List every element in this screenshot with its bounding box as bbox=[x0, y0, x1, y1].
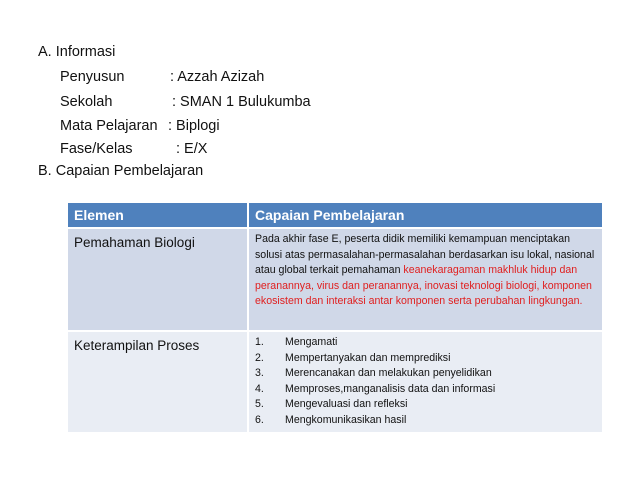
item-number: 1. bbox=[255, 336, 264, 348]
section-b-heading: B. Capaian Pembelajaran bbox=[38, 163, 204, 179]
cell-elemen: Pemahaman Biologi bbox=[68, 228, 248, 331]
process-list bbox=[255, 335, 596, 429]
list-item bbox=[255, 413, 596, 429]
capaian-text-highlight: keanekaragaman makhluk hidup dan peranannya, virus dan peranannya, inovasi teknologi biologi, komponen ekosistem dan interaksi antar komponen serta perubahan lingkungan. bbox=[255, 264, 592, 308]
info-value: : Azzah Azizah bbox=[170, 69, 265, 85]
item-text: Mengkomunikasikan hasil bbox=[285, 413, 407, 426]
cell-capaian bbox=[248, 331, 602, 432]
info-value: : SMAN 1 Bulukumba bbox=[172, 94, 311, 110]
table-row bbox=[68, 228, 602, 331]
table-row bbox=[68, 331, 602, 432]
item-number: 3. bbox=[255, 367, 264, 380]
info-label: Fase/Kelas bbox=[60, 141, 133, 157]
item-text: Mengevaluasi dan refleksi bbox=[285, 398, 408, 411]
capaian-text: Pada akhir fase E, peserta didik memiliki kemampuan menciptakan solusi atas permasalahan-permasalahan berdasarkan isu lokal, nasional atau global terkait pemahaman bbox=[255, 233, 595, 277]
item-number: 2. bbox=[255, 351, 264, 364]
cell-capaian bbox=[248, 228, 602, 331]
item-number: 6. bbox=[255, 413, 264, 426]
info-label: Sekolah bbox=[60, 94, 113, 110]
cell-elemen: Keterampilan Proses bbox=[68, 331, 248, 432]
item-text: Merencanakan dan melakukan penyelidikan bbox=[285, 367, 492, 380]
item-text: Mengamati bbox=[285, 336, 338, 348]
section-a-heading: A. Informasi bbox=[38, 44, 116, 60]
item-text: Mempertanyakan dan memprediksi bbox=[285, 351, 451, 364]
info-value: : Biplogi bbox=[168, 118, 220, 134]
info-row-mapel bbox=[60, 118, 220, 134]
list-item bbox=[255, 366, 596, 382]
info-label: Penyusun bbox=[60, 69, 125, 85]
header-capaian: Capaian Pembelajaran bbox=[248, 203, 602, 228]
item-text: Memproses,manganalisis data dan informasi bbox=[285, 382, 496, 395]
list-item bbox=[255, 397, 596, 413]
capaian-table bbox=[68, 203, 602, 432]
list-item bbox=[255, 382, 596, 398]
info-label: Mata Pelajaran bbox=[60, 118, 158, 134]
info-row-fase bbox=[60, 141, 207, 157]
info-row-penyusun bbox=[60, 69, 264, 85]
list-item bbox=[255, 351, 596, 367]
header-elemen: Elemen bbox=[68, 203, 248, 228]
list-item bbox=[255, 335, 596, 351]
info-value: : E/X bbox=[176, 141, 208, 157]
item-number: 4. bbox=[255, 382, 264, 395]
item-number: 5. bbox=[255, 398, 264, 411]
info-row-sekolah bbox=[60, 94, 311, 110]
